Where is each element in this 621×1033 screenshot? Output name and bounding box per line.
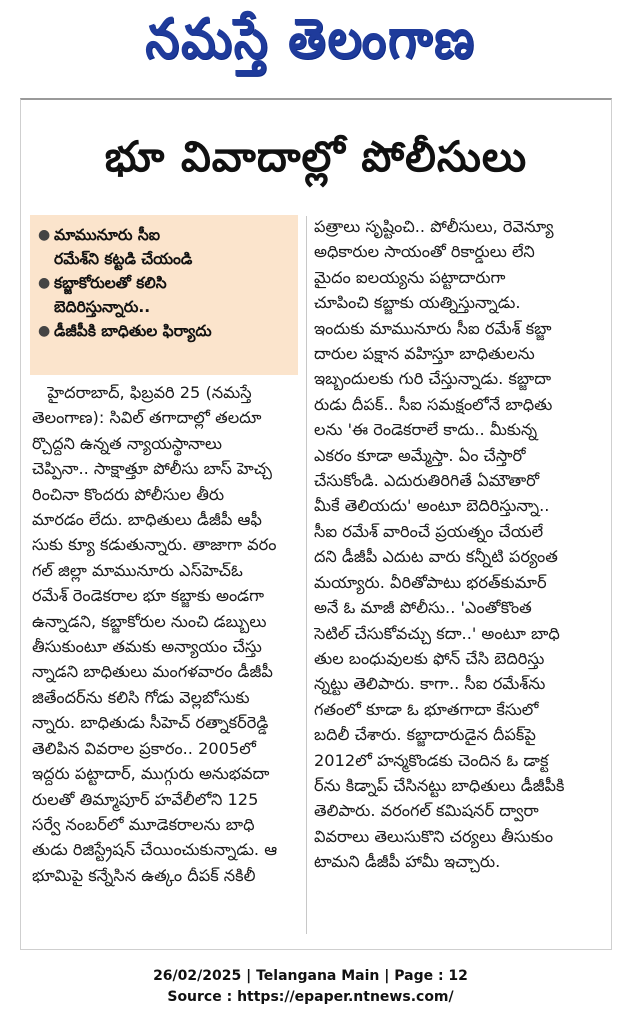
masthead xyxy=(0,6,621,86)
article-text-line: ఇబ్బందులకు గురి చేస్తున్నాడు. కబ్జాదా xyxy=(314,369,552,389)
article-text-line: ఎకరం కూడా అమ్మేస్తా. ఏం చేస్తారో xyxy=(314,445,526,465)
highlight-line: మామునూరు సీఐ xyxy=(54,226,160,244)
article-text-line: రించినా కొందరు పోలీసుల తీరు xyxy=(32,484,225,504)
highlight-item xyxy=(38,223,292,271)
highlights-box xyxy=(30,215,298,375)
article-text-line: 2012లో హన్మకొండకు చెందిన ఓ డాక్ట xyxy=(314,750,549,770)
highlight-line: డీజీపీకి బాధితుల ఫిర్యాదు xyxy=(54,322,212,340)
article-text-line: గల్ జిల్లా మామునూరు ఎస్‌హెచ్ఓ xyxy=(32,560,243,580)
footer-date-edition: 26/02/2025 | Telangana Main | Page : 12 xyxy=(153,968,468,984)
article-text-line: న్నాడని బాధితులు మంగళవారం డీజీపీ xyxy=(32,662,273,682)
article-text-line: ర్చొద్దని ఉన్నత న్యాయస్థానాలు xyxy=(32,433,223,453)
article-text-line: సీఐ రమేశ్ వారించే ప్రయత్నం చేయలే xyxy=(314,521,544,541)
article-headline: భూ వివాదాల్లో పోలీసులు xyxy=(104,132,528,181)
article-text-line: చూపించి కబ్జాకు యత్నిస్తున్నాడు. xyxy=(314,293,521,313)
article-text-line: గతంలో కూడా ఓ భూతగాదా కేసులో xyxy=(314,699,539,719)
article-text-line: చెప్పినా.. సాక్షాత్తూ పోలీసు బాస్ హెచ్చ xyxy=(32,459,272,479)
newspaper-logo-title: నమస్తే తెలంగాణ xyxy=(145,6,476,72)
highlight-item xyxy=(38,319,292,343)
article-text-line: దారుల పక్షాన వహిస్తూ బాధితులను xyxy=(314,344,535,364)
article-right-column xyxy=(314,214,608,875)
highlight-item xyxy=(38,271,292,319)
article-text-line: రులతో తిమ్మాపూర్ హవేలీలోని 125 xyxy=(32,789,259,809)
article-text-line: రుడు దీపక్.. సీఐ సమక్షంలోనే బాధితు xyxy=(314,394,553,414)
article-text-line: తెలిపిన వివరాల ప్రకారం.. 2005లో xyxy=(32,738,256,758)
article-text-line: మారడం లేదు. బాధితులు డీజీపీ ఆఫీ xyxy=(32,510,262,530)
article-text-line: పత్రాలు సృష్టించి.. పోలీసులు, రెవెన్యూ xyxy=(314,217,554,236)
highlight-line: బెదిరిస్తున్నారు.. xyxy=(54,298,151,316)
article-text-line: టామని డీజీపీ హామీ ఇచ్చారు. xyxy=(314,852,501,872)
article-text-line: మైదం ఐలయ్యను పట్టాదారుగా xyxy=(314,267,506,287)
article-left-column xyxy=(32,380,302,888)
article-text-line: న్నారు. బాధితుడు సీహెచ్ రత్నాకర్‌రెడ్డి xyxy=(32,713,269,733)
bullet-icon: ● xyxy=(38,227,51,243)
article-text-line: తుడు రిజిస్ట్రేషన్ చేయించుకున్నాడు. ఆ xyxy=(32,840,278,860)
article-text-line: వివరాలు తెలుసుకొని చర్యలు తీసుకుం xyxy=(314,826,554,846)
article-text-line: తెలిపారు. వరంగల్ కమిషనర్ ద్వారా xyxy=(314,801,539,821)
article-text-line: బదిలీ చేశారు. కబ్జాదారుడైన దీపక్‌పై xyxy=(314,725,536,745)
article-text-line: ఇందుకు మామునూరు సీఐ రమేశ్ కబ్జా xyxy=(314,318,552,338)
page-footer xyxy=(0,966,621,1008)
footer-source: Source : https://epaper.ntnews.com/ xyxy=(167,989,454,1005)
article-text-line: అధికారుల సాయంతో రికార్డులు లేని xyxy=(314,242,535,262)
article-text-line: జితేందర్‌ను కలిసి గోడు వెల్లబోసుకు xyxy=(32,687,250,707)
article-text-line: లను 'ఈ రెండెకరాలే కాదు.. మీకున్న xyxy=(314,420,538,440)
article-text-line: రమేశ్ రెండెకరాల భూ కబ్జాకు అండగా xyxy=(32,586,265,606)
article-text-line: దని డీజీపీ ఎదుట వారు కన్నీటి పర్యంత xyxy=(314,547,558,567)
article-text-line: చేసుకోండి. ఎదురుతిరిగితే ఏమౌతారో xyxy=(314,471,540,491)
article-text-line: తెలంగాణ): సివిల్ తగాదాల్లో తలదూ xyxy=(32,408,262,428)
article-text-line: తుల బంధువులకు ఫోన్ చేసి బెదిరిస్తు xyxy=(314,648,545,668)
article-text-line: తీసుకుంటూ తమకు అన్యాయం చేస్తు xyxy=(32,637,262,657)
article-text-line: న్నట్టు తెలిపారు. కాగా.. సీఐ రమేశ్‌ను xyxy=(314,674,546,694)
article-text-line: హైదరాబాద్, ఫిబ్రవరి 25 (నమస్తే xyxy=(32,383,252,402)
highlight-line: కబ్జాకోరులతో కలిసి xyxy=(54,274,167,292)
article-text-line: సర్వే నంబర్‌లో మూడెకరాలను బాధి xyxy=(32,814,255,834)
article-text-line: సుకు క్యూ కడుతున్నారు. తాజాగా వరం xyxy=(32,535,277,555)
bullet-icon: ● xyxy=(38,323,51,339)
highlight-line: రమేశ్‌ని కట్టడి చేయండి xyxy=(54,250,193,268)
article-text-line: మీకే తెలియదు' అంటూ బెదిరిస్తున్నా.. xyxy=(314,496,550,516)
article-text-line: మయ్యారు. వీరితోపాటు భరత్‌కుమార్ xyxy=(314,572,547,592)
article-text-line: అనే ఓ మాజీ పోలీసు.. 'ఎంతోకొంత xyxy=(314,598,532,618)
column-divider xyxy=(306,216,307,934)
article-text-line: ఇద్దరు పట్టాదార్, ముగ్గురు అనుభవదా xyxy=(32,764,270,784)
article-text-line: ర్‌ను కిడ్నాప్ చేసినట్టు బాధితులు డీజీపీకి xyxy=(314,775,565,795)
article-text-line: సెటిల్ చేసుకోవచ్చు కదా..' అంటూ బాధి xyxy=(314,623,560,643)
article-text-line: ఉన్నాడని, కబ్జాకోరుల నుంచి డబ్బులు xyxy=(32,611,267,631)
article-text-line: భూమిపై కన్నేసిన ఉత్కం దీపక్ నకిలీ xyxy=(32,865,256,885)
bullet-icon: ● xyxy=(38,275,51,291)
